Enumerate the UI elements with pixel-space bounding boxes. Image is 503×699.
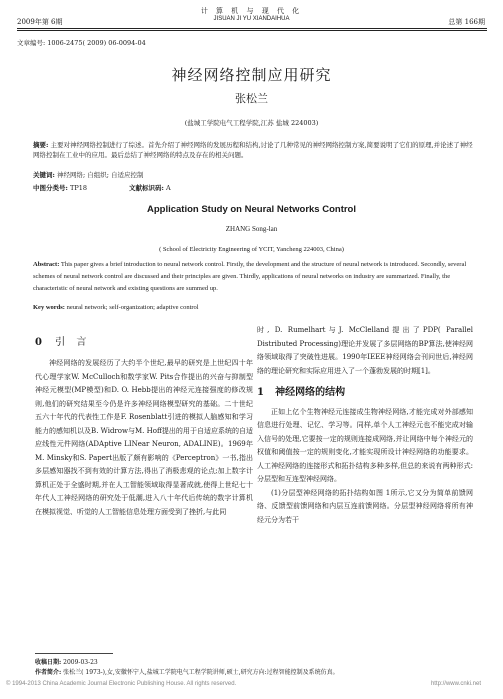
english-abstract-text: This paper gives a brief introduction to neural network control. Firstly, the development and the structure of neural network is introduced. Secondly, several schemes of neural network control are discussed and their principles are given. Thirdly, applications of neural networks on industry are summarized. Finally, the characteristic of neural network and existing questions are summed up. [33, 261, 467, 292]
section-1-title: 神经网络的结构 [275, 387, 346, 398]
received-date [35, 657, 98, 666]
bio-text: 张松兰( 1973-),女,安徽怀宁人,盐城工学院电气工程学院讲师,硕士,研究方向:过程智能控制及系统仿真。 [63, 669, 339, 676]
affiliation: (盐城工学院电气工程学院,江苏 盐城 224003) [184, 119, 319, 127]
doc-code-label: 文献标识码: [129, 184, 164, 192]
english-keywords-label: Key words: [33, 304, 65, 311]
received-label: 收稿日期: [35, 659, 62, 666]
english-title: Application Study on Neural Networks Control [146, 204, 356, 215]
bio-label: 作者简介: [35, 669, 62, 676]
section-0-heading [35, 333, 90, 348]
header-rule-thin [17, 30, 487, 31]
section-0-number: 0 [35, 337, 42, 348]
cnki-link[interactable]: http://www.cnki.net [430, 681, 481, 687]
copyright-text: © 1994-2013 China Academic Journal Electronic Publishing House. All rights reserved. [6, 681, 237, 687]
clc-label: 中图分类号: [33, 184, 68, 192]
issue-label: 2009年第 6期 [17, 18, 63, 26]
abstract-cn [33, 140, 473, 160]
keywords-cn [33, 170, 144, 179]
english-keywords [33, 304, 199, 311]
clc-value: TP18 [69, 184, 87, 192]
english-author: ZHANG Song-lan [225, 225, 278, 233]
abstract-cn-label: 摘要: [33, 141, 49, 149]
paper-title: 神经网络控制应用研究 [171, 66, 332, 84]
abstract-cn-text: 主要对神经网络控制进行了综述。首先介绍了神经网络的发展历程和结构,讨论了几种常见的神经网络控制方案,简要说明了它们的原理,并论述了神经网络控制在工业中的应用。最后总结了神经网络的特点及存在的相关问题。 [33, 141, 473, 159]
footnote-rule [35, 653, 113, 654]
section-1-heading [257, 386, 473, 400]
total-issue-label: 总第 166期 [448, 18, 485, 26]
section-1-number: 1 [257, 387, 264, 398]
structure-paragraph-2: (1)分层型神经网络的拓扑结构如图 1所示,它又分为简单前馈网络、反馈型前馈网络和内层互连前馈网络。分层型神经网络将所有神经元分为若干 [257, 488, 473, 524]
doc-code-value: A [165, 184, 171, 192]
received-value: 2009-03-23 [63, 659, 98, 666]
intro-continuation: 时, D. Rumelhart与J. McClelland提出了PDP( Parallel Distributed Processing)理论并发展了多层网络的BP算法,使神经网络领域取得了突破性进展。1990年IEEE神经网络会刊问世后,神经网络的理论研究和实际应用进入了一个蓬勃发展的时期[1]。 [257, 326, 473, 375]
author-bio [35, 667, 475, 676]
english-abstract-label: Abstract: [33, 261, 60, 268]
author-name: 张松兰 [235, 92, 268, 105]
journal-title: 计 算 机 与 现 代 化 [200, 7, 303, 15]
keywords-cn-label: 关键词: [33, 171, 55, 179]
intro-paragraph: 神经网络的发展经历了大约半个世纪,最早的研究是上世纪四十年代心理学家W. McCulloch和数学家W. Pits合作提出的兴奋与抑制型神经元模型(MP模型)和D. O. Hebb提出的神经元连接强度的修改规则,他们的研究结果至今仍是许多神经网络模型研究的基础。二十世纪五六十年代的代表性工作是F. Rosenblatt引进的模拟人脑感知和学习能力的感知机以及B. Widrow与M. Hoff提出的用于自适应系统的自适应线性元件网络(ADAptive LINear Neuron, ADALINE)。1969年M. Minsky和S. Papert出版了颇有影响的《Perceptron》一书,指出多层感知器找不到有效的计算方法,得出了消极悲观的论点;加上数字计算机正处于全盛时期,并在人工智能领域取得显著成就,使得上世纪七十年代人工神经网络的研究处于低潮,进入八十年代后传统的数字计算机在模拟视觉、听觉的人工智能信息处理方面受到了挫折,与此同 [35, 359, 253, 516]
structure-paragraph-1: 正如上亿个生物神经元连接成生物神经网络,才能完成对外部感知信息进行处理、记忆、学习等。同样,单个人工神经元也不能完成对输入信号的处理,它要按一定的规则连接成网络,并让网络中每个神经元的权值和阈值按一定的规则变化,才能实现所设计神经网络的功能要求。人工神经网络的连接形式和拓扑结构多种多样,但总的来说有两种形式:分层型和互连型神经网络。 [257, 407, 473, 483]
english-keywords-text: neural network; self-organization; adaptive control [66, 304, 199, 311]
keywords-cn-text: 神经网络; 自组织; 自适应控制 [56, 171, 144, 179]
english-abstract [33, 259, 473, 295]
classification [33, 183, 333, 192]
article-number: 文章编号: 1006-2475( 2009) 06-0094-04 [17, 39, 146, 47]
section-0-title: 引 言 [55, 337, 91, 348]
left-column [35, 357, 253, 519]
english-affiliation: ( School of Electricity Engineering of YCIT, Yancheng 224003, China) [159, 246, 344, 253]
header-rule [17, 28, 487, 29]
journal-pinyin: JISUAN JI YU XIANDAIHUA [213, 16, 290, 22]
right-column [257, 324, 473, 527]
